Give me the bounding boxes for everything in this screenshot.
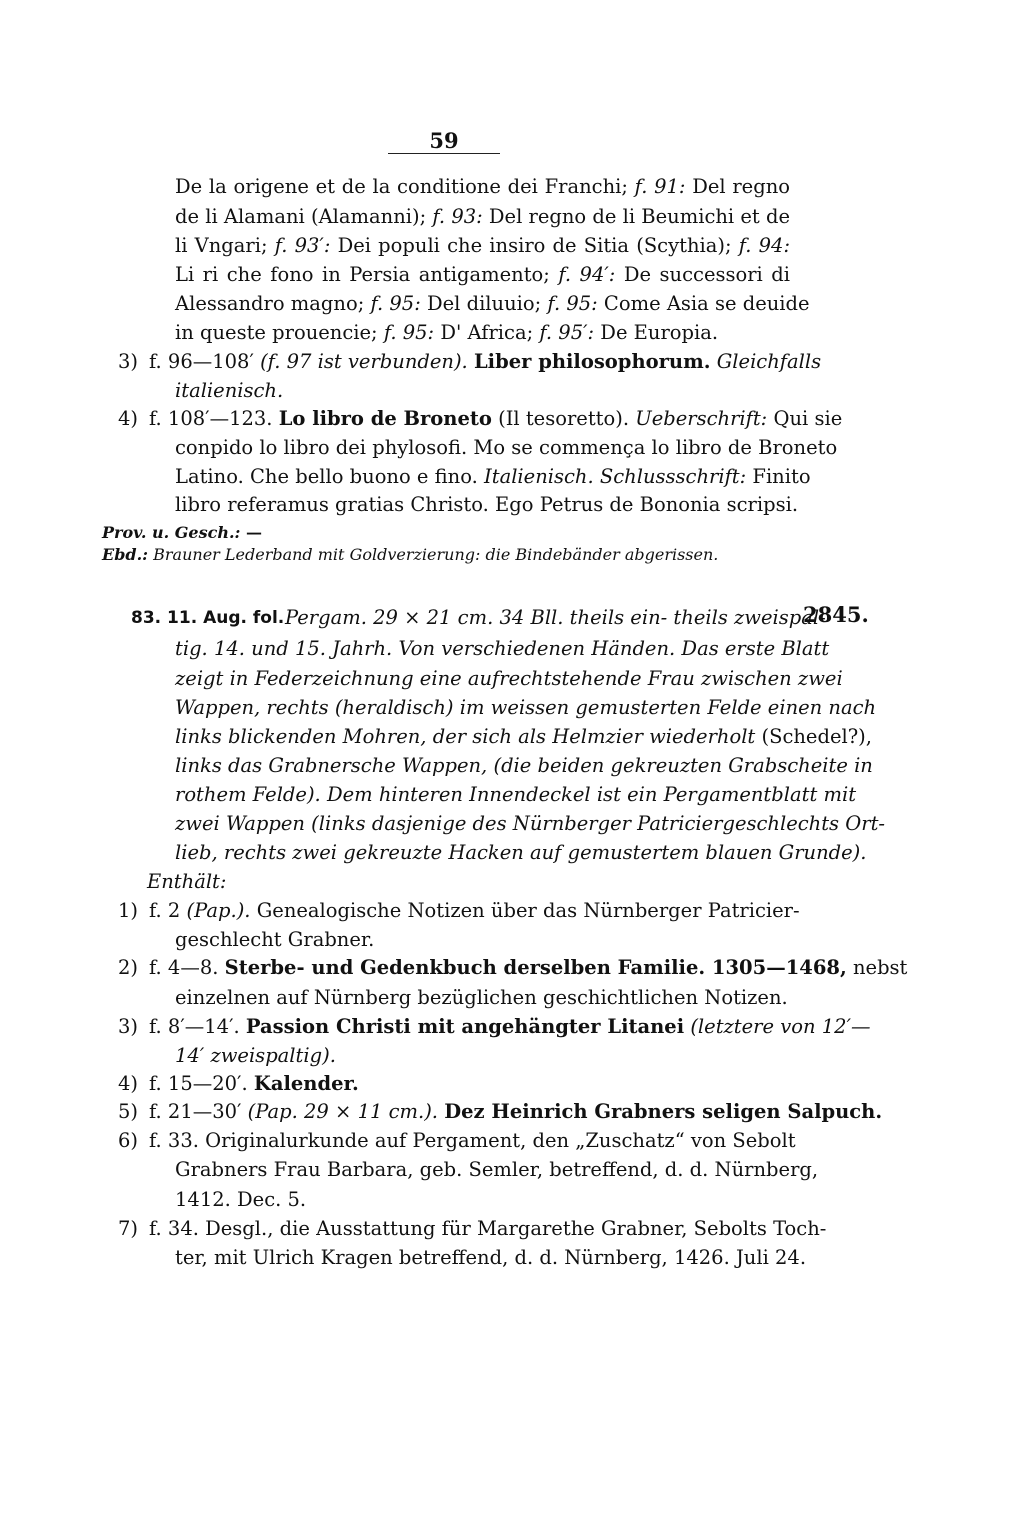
item-continuation-line xyxy=(175,1155,819,1185)
text-run: geschlecht Grabner. xyxy=(175,928,375,951)
text-run: Del diluuio; xyxy=(420,292,548,315)
text-run: f. 34. Desgl., die Ausstattung für Margarethe Grabner, Sebolts Toch- xyxy=(149,1217,827,1240)
item-continuation-line xyxy=(175,376,283,406)
text-run: in queste prouencie; xyxy=(175,321,384,344)
binding-label: Ebd.: xyxy=(102,545,149,564)
text-run: f. 2 xyxy=(149,899,187,922)
item-line xyxy=(149,1069,359,1099)
italic-run: (Pap.). xyxy=(186,899,251,922)
page-number: 59 xyxy=(429,128,459,153)
entry-description-line xyxy=(175,722,872,752)
bold-run: Liber philosophorum. xyxy=(473,350,711,373)
italic-run: Italienisch. Schlussschrift: xyxy=(484,465,747,488)
text-run: Latino. Che bello buono e fino. xyxy=(175,465,485,488)
text-line xyxy=(175,260,790,290)
italic-run: f. 95: xyxy=(383,321,435,344)
item-continuation-line xyxy=(175,925,374,955)
item-number: 3) xyxy=(118,350,139,373)
italic-run: Ueberschrift: xyxy=(635,407,768,430)
text-run: Come Asia se deuide xyxy=(597,292,810,315)
text-run: Finito xyxy=(746,465,811,488)
italic-run: Gleichfalls xyxy=(716,350,822,373)
italic-run: f. 94: xyxy=(738,234,791,257)
item-line xyxy=(149,1012,871,1042)
text-run: Grabners Frau Barbara, geb. Semler, betreffend, d. d. Nürnberg, xyxy=(175,1158,819,1181)
italic-run: f. 95: xyxy=(370,292,421,315)
item-number: 3) xyxy=(118,1015,139,1038)
text-run: Li ri che fono in Persia antigamento; xyxy=(175,263,559,286)
bold-run: Lo libro de Broneto xyxy=(278,407,492,430)
item-number: 4) xyxy=(118,1072,139,1095)
italic-run: (letztere von 12′— xyxy=(690,1015,871,1038)
text-run: einzelnen auf Nürnberg bezüglichen geschichtlichen Notizen. xyxy=(175,986,788,1009)
text-run: De Europia. xyxy=(594,321,719,344)
italic-run: Wappen, rechts (heraldisch) im weissen gemusterten Felde einen nach xyxy=(175,696,877,719)
contents-heading: Enthält: xyxy=(147,870,227,893)
text-run: Genealogische Notizen über das Nürnberger Patricier- xyxy=(250,899,800,922)
item-number: 6) xyxy=(118,1129,139,1152)
italic-run: lieb, rechts zwei gekreuzte Hacken auf gemustertem blauen Grunde). xyxy=(175,841,867,864)
entry-signature: 2845. xyxy=(803,602,869,627)
item-continuation-line xyxy=(175,462,811,492)
bold-run: Kalender. xyxy=(253,1072,359,1095)
text-run: f. 8′—14′. xyxy=(149,1015,246,1038)
italic-run: f. 95′: xyxy=(539,321,595,344)
item-line xyxy=(149,1126,796,1156)
italic-run: italienisch. xyxy=(175,379,284,402)
binding-line xyxy=(102,540,718,570)
text-run: f. 15—20′. xyxy=(149,1072,254,1095)
item-continuation-line xyxy=(175,490,799,520)
text-run: f. 21—30′ xyxy=(149,1100,248,1123)
italic-run: links das Grabnersche Wappen, (die beiden gekreuzten Grabscheite in xyxy=(175,754,873,777)
item-number: 1) xyxy=(118,899,139,922)
italic-run: f. 94′: xyxy=(558,263,616,286)
item-number: 5) xyxy=(118,1100,139,1123)
text-run: de li Alamani (Alamanni); xyxy=(175,205,433,228)
text-run: D' Africa; xyxy=(434,321,540,344)
entry-description-line xyxy=(175,664,843,694)
text-line xyxy=(175,202,790,232)
entry-description-line xyxy=(175,693,877,723)
text-run: f. 108′—123. xyxy=(149,407,279,430)
page-number-rule xyxy=(388,153,500,154)
text-run: 1412. Dec. 5. xyxy=(175,1188,307,1211)
text-line xyxy=(175,289,810,319)
text-run: Del regno de li Beumichi et de xyxy=(482,205,790,228)
italic-run: f. 93′: xyxy=(274,234,331,257)
bold-run: Passion Christi mit angehängter Litanei xyxy=(245,1015,685,1038)
text-run: li Vngari; xyxy=(175,234,275,257)
italic-run: (f. 97 ist verbunden). xyxy=(260,350,468,373)
text-run: libro referamus gratias Christo. Ego Petrus de Bononia scripsi. xyxy=(175,493,799,516)
text-run: Dei populi che insiro de Sitia (Scythia); xyxy=(330,234,739,257)
italic-run: f. 91: xyxy=(634,175,686,198)
italic-run: rothem Felde). Dem hinteren Innendeckel ist ein Pergamentblatt mit xyxy=(175,783,857,806)
text-run: nebst xyxy=(846,956,908,979)
text-run: De la origene et de la conditione dei Franchi; xyxy=(175,175,635,198)
italic-run: f. 93: xyxy=(432,205,483,228)
item-number: 4) xyxy=(118,407,139,430)
item-line xyxy=(149,347,822,377)
item-number: 2) xyxy=(118,956,139,979)
text-run: Del regno xyxy=(685,175,791,198)
entry-description-line xyxy=(175,809,885,839)
provenance-value: — xyxy=(240,523,263,542)
text-run: ter, mit Ulrich Kragen betreffend, d. d. Nürnberg, 1426. Juli 24. xyxy=(175,1246,807,1269)
text-run: (Il tesoretto). xyxy=(491,407,636,430)
item-line xyxy=(149,953,908,983)
entry-description-line xyxy=(175,634,830,664)
italic-run: 14′ zweispaltig). xyxy=(175,1044,336,1067)
item-continuation-line xyxy=(175,1243,807,1273)
italic-run: zwei Wappen (links dasjenige des Nürnberger Patriciergeschlechts Ort- xyxy=(175,812,885,835)
entry-description-line xyxy=(175,780,857,810)
entry-description-line xyxy=(175,751,873,781)
italic-run: tig. 14. und 15. Jahrh. Von verschiedenen Händen. Das erste Blatt xyxy=(175,637,830,660)
item-continuation-line xyxy=(175,1185,306,1215)
italic-run: (Pap. 29 × 11 cm.). xyxy=(247,1100,439,1123)
text-run: (Schedel?), xyxy=(755,725,872,748)
text-run: De successori di xyxy=(615,263,791,286)
text-run: conpido lo libro dei phylosofi. Mo se commença lo libro de Broneto xyxy=(175,436,838,459)
item-line xyxy=(149,1214,827,1244)
bold-run: Dez Heinrich Grabners seligen Salpuch. xyxy=(444,1100,883,1123)
text-line xyxy=(175,231,790,261)
entry-number: 83. 11. Aug. fol. xyxy=(131,608,285,628)
text-run: f. 96—108′ xyxy=(149,350,261,373)
italic-run: zeigt in Federzeichnung eine aufrechtstehende Frau zwischen zwei xyxy=(175,667,843,690)
italic-run: Pergam. 29 × 21 cm. 34 Bll. theils ein- theils zweispal- xyxy=(285,606,826,629)
item-number: 7) xyxy=(118,1217,139,1240)
text-line xyxy=(175,172,790,202)
item-line xyxy=(149,1097,882,1127)
item-line xyxy=(149,404,843,434)
bold-run: Sterbe- und Gedenkbuch derselben Familie. 1305—1468, xyxy=(224,956,847,979)
text-run: Qui sie xyxy=(767,407,843,430)
text-run: f. 33. Originalurkunde auf Pergament, den „Zuschatz“ von Sebolt xyxy=(149,1129,796,1152)
item-continuation-line xyxy=(175,1041,336,1071)
item-continuation-line xyxy=(175,433,838,463)
item-line xyxy=(149,896,800,926)
item-continuation-line xyxy=(175,983,788,1013)
italic-run: f. 95: xyxy=(547,292,598,315)
entry-description-line xyxy=(175,838,867,868)
entry-description-line xyxy=(285,603,826,633)
text-line xyxy=(175,318,790,348)
provenance-label: Prov. u. Gesch.: xyxy=(102,523,241,542)
binding-value: Brauner Lederband mit Goldverzierung: die Bindebänder abgerissen. xyxy=(148,545,719,564)
text-run: Alessandro magno; xyxy=(175,292,371,315)
text-run: f. 4—8. xyxy=(149,956,225,979)
italic-run: links blickenden Mohren, der sich als Helmzier wiederholt xyxy=(175,725,756,748)
